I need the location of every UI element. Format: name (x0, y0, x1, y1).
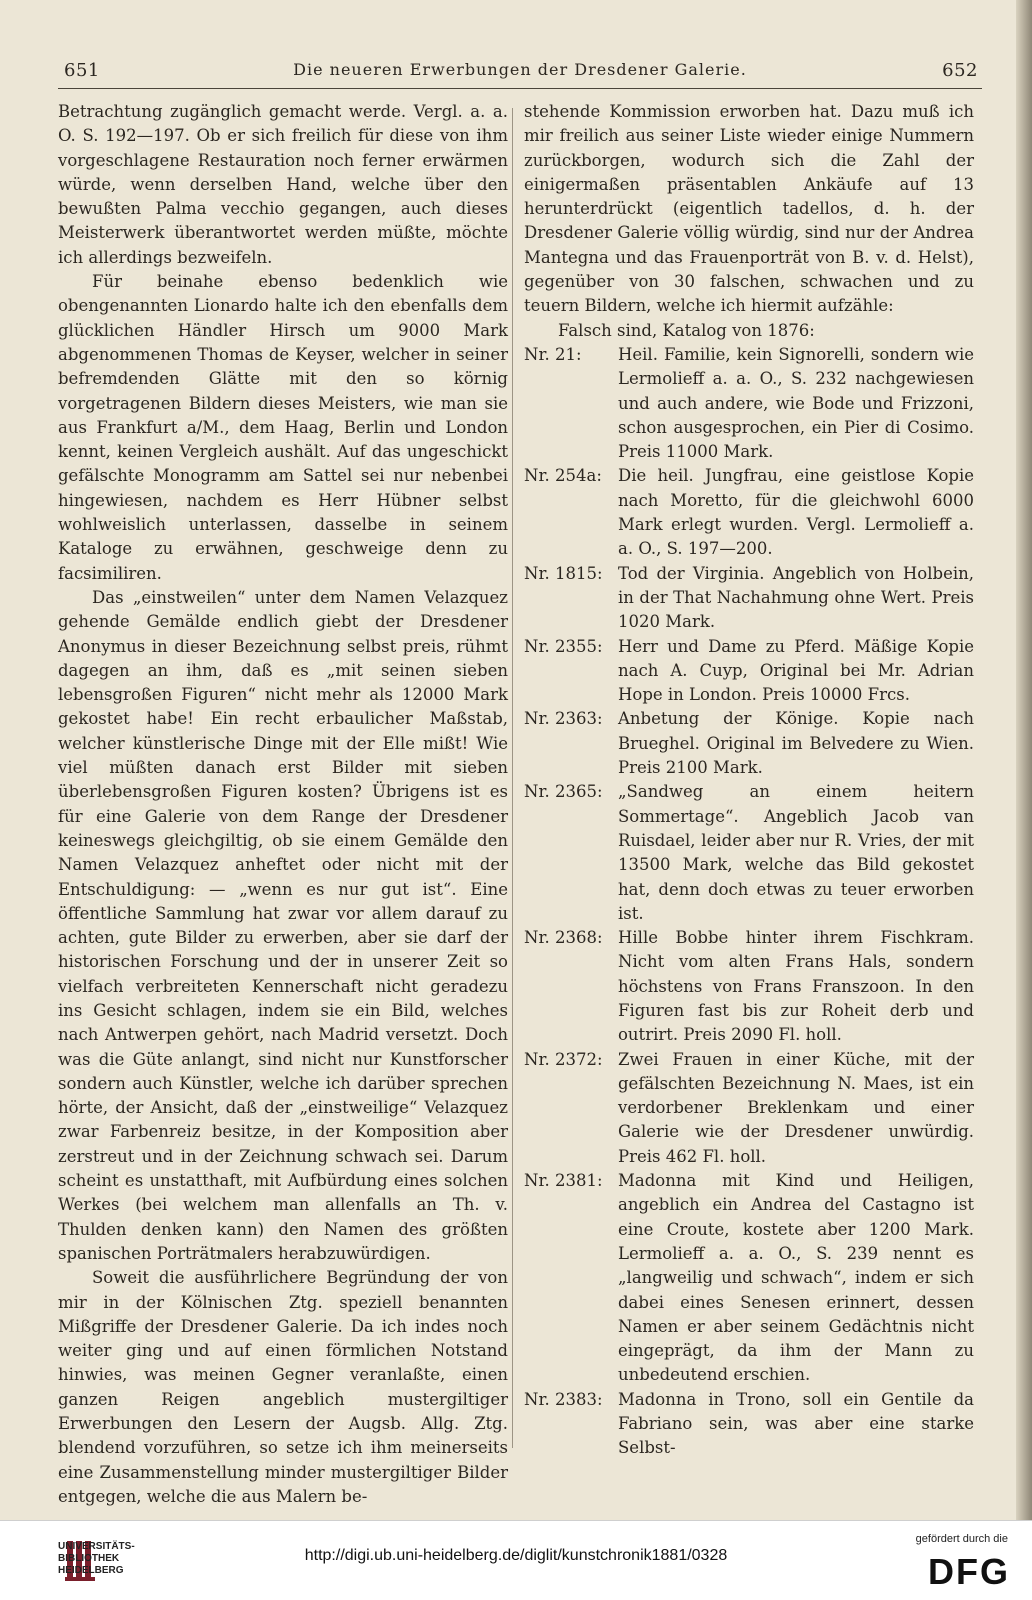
entry-text: Madonna mit Kind und Heiligen, angeblich ein Andrea del Castagno ist eine Croute, kostete aber 1200 Mark. Lermolieff a. a. O., S. 239 nennt es „langweilig und schwach“, indem er sich dabei eines Senesen erinnert, dessen Namen er aber seinem Gedächtnis nicht eingeprägt, da ihm der Mann zu unbedeutend erschien. (618, 1171, 974, 1385)
running-title: Die neueren Erwerbungen der Dresdener Galerie. (293, 60, 747, 79)
entry-text: Tod der Virginia. Angeblich von Holbein, in der That Nachahmung ohne Wert. Preis 1020 Mark. (618, 563, 974, 632)
catalog-entry (524, 926, 974, 1047)
right-column (524, 100, 974, 1461)
catalog-entry (524, 1388, 974, 1461)
page-number-right: 652 (942, 60, 978, 81)
paragraph: stehende Kommission erworben hat. Dazu muß ich mir freilich aus seiner Liste wieder einige Nummern zurückborgen, wodurch sich die Zahl der einigermaßen präsentablen Ankäufe auf 13 herunterdrückt (eigentlich tadellos, d. h. der Dresdener Galerie völlig würdig, sind nur der Andrea Mantegna und das Frauenporträt von B. v. d. Helst), gegenüber von 30 falschen, schwachen und zu teuern Bildern, welche ich hiermit aufzähle: (524, 102, 974, 316)
paragraph: Das „einstweilen“ unter dem Namen Velazquez gehende Gemälde endlich giebt der Dresdener Anonymus in dieser Bezeichnung selbst preis, rühmt dagegen an ihm, daß es „mit seinen sieben lebensgroßen Figuren“ nicht mehr als 12000 Mark gekostet habe! Ein recht erbaulicher Maßstab, welcher künstlerische Dinge mit der Elle mißt! Wie viel müßten danach erst Bilder mit sieben überlebensgroßen Figuren kosten? Übrigens ist es für eine Galerie von dem Range der Dresdener keineswegs gleichgiltig, ob sie einem Gemälde den Namen Velazquez anheftet oder nicht mit der Entschuldigung: — „wenn es nur gut ist“. Eine öffentliche Sammlung hat zwar vor allem darauf zu achten, gute Bilder zu erwerben, aber sie darf der historischen Forschung und der in unserer Zeit so vielfach verbreiteten Kennerschaft nicht geradezu ins Gesicht schlagen, indem sie ein Bild, welches nach Antwerpen gehört, nach Madrid versetzt. Doch was die Güte anlangt, sind nicht nur Kunstforscher sondern auch Künstler, welche ich darüber sprechen hörte, der Ansicht, daß der „einstweilige“ Velazquez zwar Farbenreiz besitze, in der Komposition aber zerstreut und in der Zeichnung schwach sei. Darum scheint es unstatthaft, mit Aufbürdung eines solchen Werkes (bei welchem man allenfalls an Th. v. Thulden denken kann) den Namen des größten spanischen Porträtmalers herabzuwürdigen. (58, 587, 508, 1263)
list-heading: Falsch sind, Katalog von 1876: (558, 320, 815, 340)
library-name[interactable]: UNIVERSITÄTS- BIBLIOTHEK HEIDELBERG (58, 1541, 135, 1576)
paragraph: Für beinahe ebenso bedenklich wie obengenannten Lionardo halte ich den ebenfalls dem glücklichen Händler Hirsch um 9000 Mark abgenommenen Thomas de Keyser, welcher in seiner befremdenden Glätte mit den so körnig vorgetragenen Bildern dieses Meisters, wie man sie aus Frankfurt a/M., dem Haag, Berlin und London kennt, keinen Vergleich aushält. Auf das ungeschickt gefälschte Monogramm am Sattel sei nur nebenbei hingewiesen, nachdem es Herr Hübner selbst wohlweislich unterlassen, dasselbe in seinem Kataloge zu erwähnen, geschweige denn zu facsimiliren. (58, 272, 508, 583)
catalog-entry (524, 464, 974, 561)
entry-text: Die heil. Jungfrau, eine geistlose Kopie nach Moretto, für die gleichwohl 6000 Mark erlegt wurden. Vergl. Lermolieff a. a. O., S. 197—200. (618, 466, 974, 559)
entry-text: Anbetung der Könige. Kopie nach Brueghel. Original im Belvedere zu Wien. Preis 2100 Mark. (618, 709, 974, 778)
paragraph: Soweit die ausführlichere Begründung der von mir in der Kölnischen Ztg. speziell benannten Mißgriffe der Dresdener Galerie. Da ich indes noch weiter ging und auf einen förmlichen Notstand hinwies, was meinen Gegner veranlaßte, einen ganzen Reigen angeblich mustergiltiger Erwerbungen den Lesern der Augsb. Allg. Ztg. blendend vorzuführen, so setze ich ihm meinerseits eine Zusammenstellung minder mustergiltiger Bilder entgegen, welche die aus Malern be- (58, 1268, 508, 1506)
catalog-entry (524, 343, 974, 464)
catalog-entry (524, 1169, 974, 1388)
catalog-entry (524, 1048, 974, 1169)
entry-text: Hille Bobbe hinter ihrem Fischkram. Nicht vom alten Frans Hals, sondern höchstens von Frans Franszoon. In den Figuren fast bis zur Roheit derb und outrirt. Preis 2090 Fl. holl. (618, 928, 974, 1045)
column-divider (512, 108, 513, 1448)
entry-text: Herr und Dame zu Pferd. Mäßige Kopie nach A. Cuyp, Original bei Mr. Adrian Hope in London. Preis 10000 Frcs. (618, 636, 974, 705)
entry-text: Zwei Frauen in einer Küche, mit der gefälschten Bezeichnung N. Maes, ist ein verdorbener Breklenkam und einer Galerie wie der Dresdener unwürdig. Preis 462 Fl. holl. (618, 1049, 974, 1166)
permalink-url[interactable]: http://digi.ub.uni-heidelberg.de/diglit/kunstchronik1881/0328 (304, 1547, 728, 1564)
entry-number: Nr. 2368: (524, 928, 603, 948)
entry-number: Nr. 254a: (524, 466, 602, 486)
entry-number: Nr. 2381: (524, 1171, 603, 1191)
dfg-logo[interactable]: DFG (928, 1551, 1010, 1592)
catalog-entry (524, 707, 974, 780)
entry-text: Madonna in Trono, soll ein Gentile da Fabriano sein, was aber eine starke Selbst- (618, 1389, 974, 1458)
entry-number: Nr. 2363: (524, 709, 603, 729)
entry-text: Heil. Familie, kein Signorelli, sondern wie Lermolieff a. a. O., S. 232 nachgewiesen und auch andere, wie Bode und Frizzoni, schon ausgesprochen, ein Pier di Cosimo. Preis 11000 Mark. (618, 344, 974, 462)
entry-number: Nr. 2355: (524, 636, 603, 656)
page-edge-shadow (1016, 0, 1032, 1520)
entry-number: Nr. 1815: (524, 563, 603, 583)
entry-number: Nr. 2365: (524, 782, 603, 802)
entry-number: Nr. 2372: (524, 1049, 603, 1069)
catalog-entry (524, 562, 974, 635)
left-column (58, 100, 508, 1509)
paragraph: Betrachtung zugänglich gemacht werde. Vergl. a. a. O. S. 192—197. Ob er sich freilich für diese von ihm vorgeschlagene Restauration noch ferner erwärmen würde, wenn derselben Hand, welche über den bewußten Palma vecchio gegangen, auch dieses Meisterwerk überantwortet werden müßte, möchte ich allerdings bezweifeln. (58, 102, 508, 267)
running-head (58, 60, 982, 89)
catalog-entry (524, 780, 974, 926)
viewer-footer (0, 1520, 1032, 1600)
catalog-entry (524, 635, 974, 708)
page-number-left: 651 (64, 60, 100, 81)
entry-text: „Sandweg an einem heitern Sommertage“. Angeblich Jacob van Ruisdael, leider aber nur R. Vries, der mit 13500 Mark, welche das Bild gekostet hat, denn doch etwas zu teuer erworben ist. (618, 782, 974, 923)
entry-number: Nr. 21: (524, 344, 582, 364)
entry-number: Nr. 2383: (524, 1389, 603, 1409)
funder-caption: gefördert durch die (915, 1533, 1008, 1545)
